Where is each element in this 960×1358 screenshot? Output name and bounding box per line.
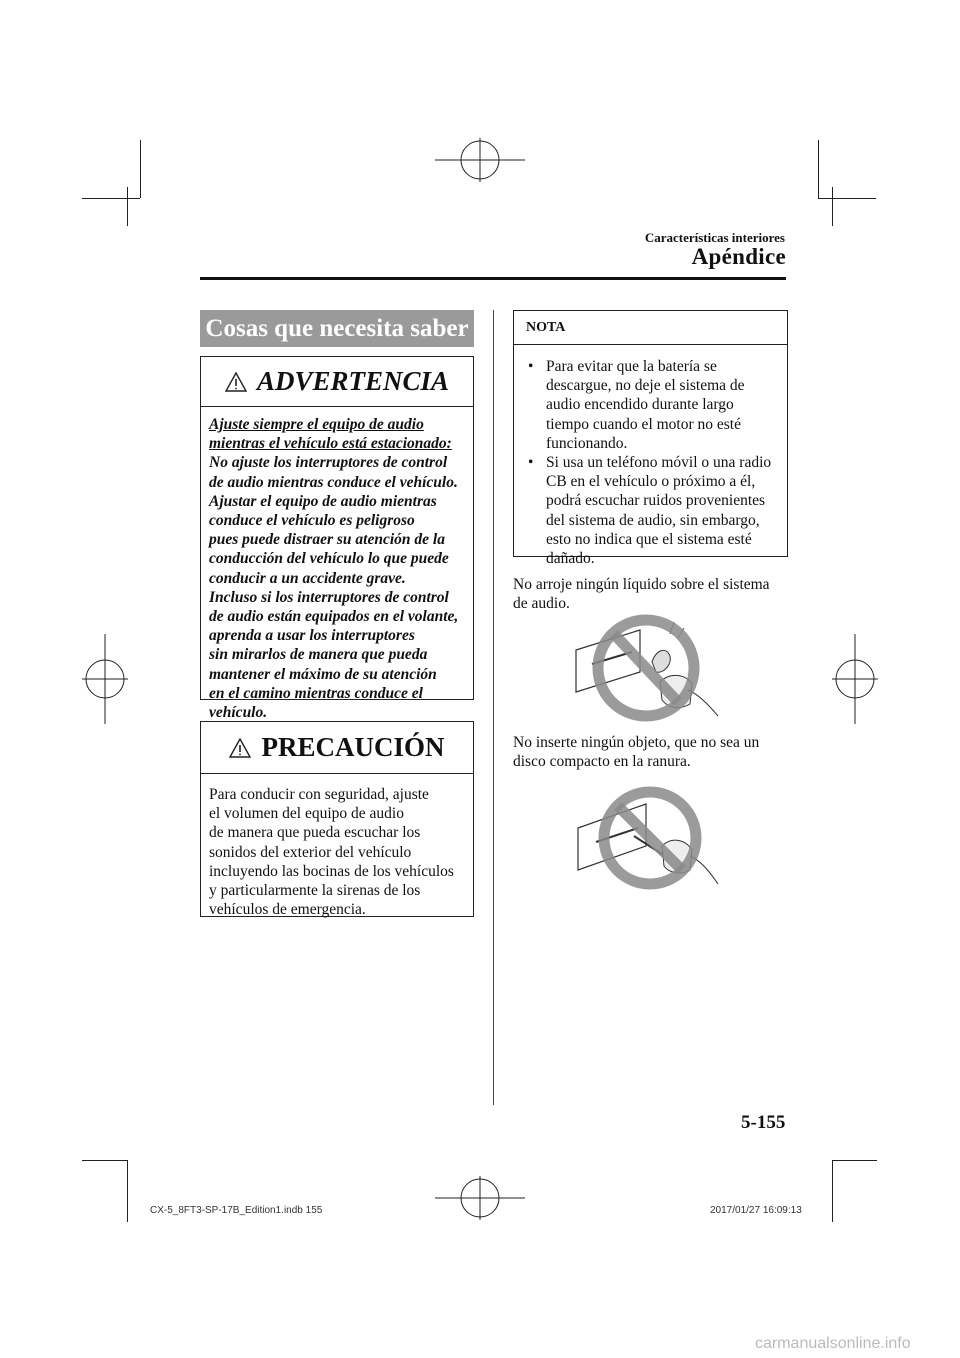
note-line: podrá escuchar ruidos provenientes [546, 492, 766, 510]
warning-line: Ajustar el equipo de audio mientras [209, 492, 437, 510]
paragraph-line: No inserte ningún objeto, que no sea un [513, 734, 760, 751]
paragraph-line: de audio. [513, 595, 570, 613]
warning-heading: ADVERTENCIA [256, 366, 450, 396]
no-object-insert-prohibition-icon [572, 780, 722, 890]
bullet-dot-icon: • [528, 454, 534, 472]
caution-line: sonidos del exterior del vehículo [209, 843, 412, 861]
watermark: carmanualsonline.info [755, 1335, 911, 1352]
note-line: esto no indica que el sistema esté [546, 530, 752, 548]
note-line: Para evitar que la batería se [546, 358, 717, 375]
note-line: CB en el vehículo o próximo a él, [546, 473, 756, 491]
warning-line: de audio mientras conduce el vehículo. [209, 473, 458, 491]
note-bullet [524, 357, 777, 453]
warning-header [201, 357, 473, 407]
warning-line: en el camino mientras conduce el [209, 684, 423, 702]
note-line: del sistema de audio, sin embargo, [546, 511, 760, 529]
column-divider [493, 310, 494, 1105]
note-body [514, 345, 787, 568]
no-liquid-prohibition-icon [570, 612, 720, 727]
warning-body [201, 407, 473, 722]
warning-line: pues puede distraer su atención de la [209, 531, 445, 549]
warning-line: aprenda a usar los interruptores [209, 627, 415, 645]
warning-underlined-line: mientras el vehículo está estacionado: [209, 435, 452, 453]
warning-triangle-icon [229, 738, 251, 758]
caution-header [201, 722, 473, 774]
warning-line: vehículo. [209, 704, 268, 722]
caution-line: vehículos de emergencia. [209, 901, 366, 919]
warning-line: mantener el máximo de su atención [209, 665, 437, 683]
note-heading: NOTA [514, 311, 787, 345]
running-header-title: Apéndice [691, 244, 786, 269]
caution-box [200, 721, 474, 917]
warning-box [200, 356, 474, 722]
paragraph-no-liquid [513, 575, 788, 613]
warning-underlined-line: Ajuste siempre el equipo de audio [209, 416, 424, 433]
note-line: dañado. [546, 550, 595, 568]
note-line: descargue, no deje el sistema de [546, 377, 745, 395]
warning-line: conducir a un accidente grave. [209, 569, 406, 587]
footer-datetime: 2017/01/27 16:09:13 [710, 1205, 802, 1216]
header-rule [200, 277, 786, 280]
caution-line: incluyendo las bocinas de los vehículos [209, 862, 454, 880]
warning-line: No ajuste los interruptores de control [209, 454, 448, 472]
paragraph-line: disco compacto en la ranura. [513, 753, 691, 771]
bullet-dot-icon: • [528, 358, 534, 375]
note-line: tiempo cuando el motor no esté [546, 415, 741, 433]
caution-line: de manera que pueda escuchar los [209, 824, 421, 842]
note-line: audio encendido durante largo [546, 396, 734, 414]
running-header-section: Características interiores [644, 230, 785, 245]
caution-body [201, 774, 473, 919]
caution-heading: PRECAUCIÓN [261, 732, 445, 762]
warning-line: de audio están equipados en el volante, [209, 608, 459, 626]
page-number: 5-155 [741, 1112, 786, 1133]
warning-triangle-icon [225, 372, 247, 392]
warning-line: conduce el vehículo es peligroso [209, 512, 415, 530]
paragraph-line: No arroje ningún líquido sobre el sistema [513, 576, 770, 593]
caution-line: y particularmente la sirenas de los [209, 882, 421, 900]
footer-file-info: CX-5_8FT3-SP-17B_Edition1.indb 155 [150, 1205, 323, 1216]
warning-line: conducción del vehículo lo que puede [209, 550, 449, 568]
note-box [513, 310, 788, 568]
warning-line: sin mirarlos de manera que pueda [209, 646, 428, 664]
paragraph-no-objects [513, 733, 788, 771]
section-title: Cosas que necesita saber [200, 310, 474, 347]
note-line: Si usa un teléfono móvil o una radio [546, 454, 772, 472]
note-line: funcionando. [546, 434, 628, 452]
caution-line: el volumen del equipo de audio [209, 805, 404, 823]
warning-line: Incluso si los interruptores de control [209, 588, 449, 606]
note-bullet [524, 453, 777, 568]
caution-line: Para conducir con seguridad, ajuste [209, 786, 429, 803]
